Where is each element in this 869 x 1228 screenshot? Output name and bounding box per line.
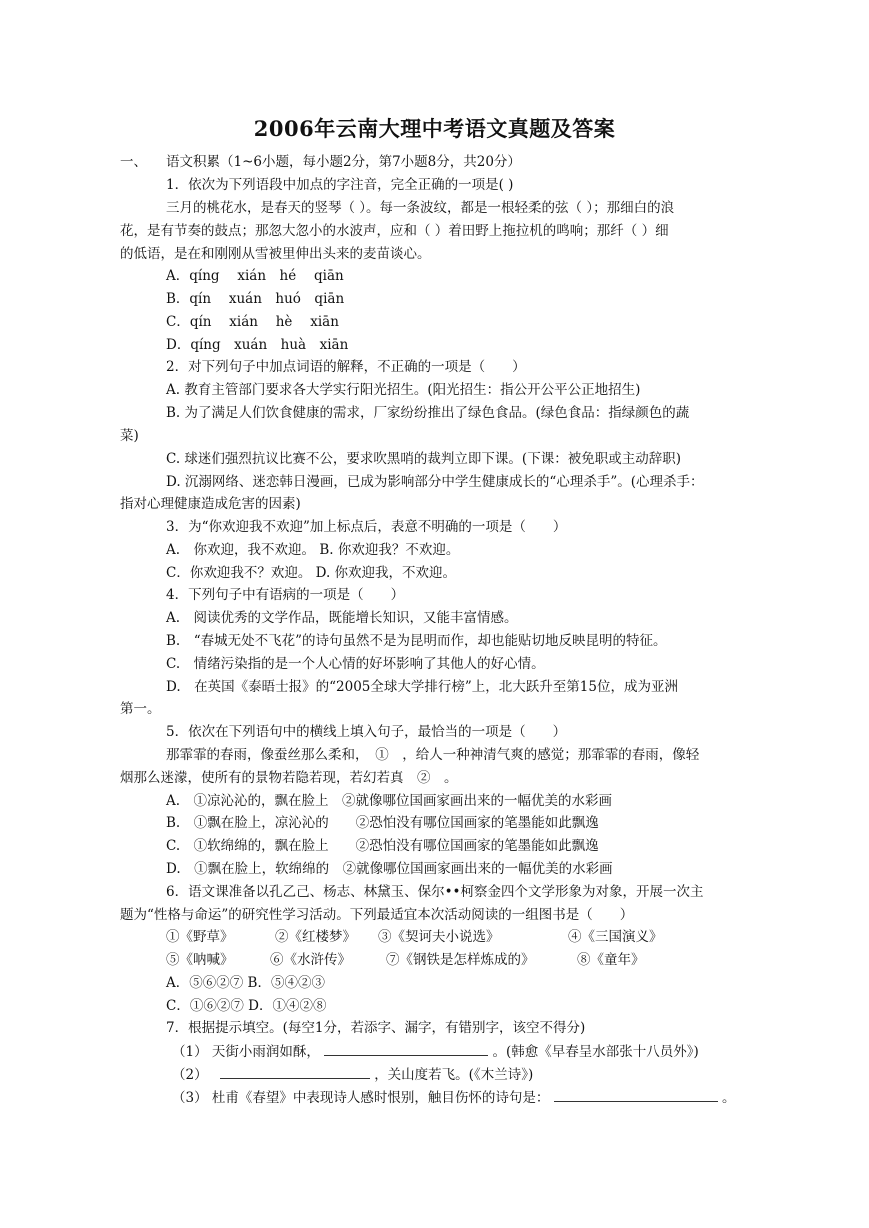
q7-item-after: 。: [721, 1090, 736, 1106]
q6-options: A．⑤⑥②⑦ B．⑤④②③: [166, 975, 325, 991]
q2-option-cont: 菜): [120, 428, 139, 444]
q2-option: D. 沉溺网络、迷恋韩日漫画，已成为影响部分中学生健康成长的“心理杀手”。(心理杀手：: [166, 474, 704, 490]
q3-options: C．你欢迎我不？欢迎。 D. 你欢迎我，不欢迎。: [166, 565, 457, 581]
q7-item-2: [172, 1064, 533, 1085]
q3-options: A. 你欢迎，我不欢迎。 B. 你欢迎我？不欢迎。: [166, 542, 460, 558]
q7-item-number: （2）: [172, 1067, 208, 1083]
answer-blank[interactable]: [554, 1087, 718, 1102]
q2-stem: 2．对下列句子中加点词语的解释，不正确的一项是（ ）: [166, 359, 526, 375]
q7-item-number: （3）: [172, 1090, 208, 1106]
q7-item-3: [172, 1087, 735, 1108]
q1-stem: 1．依次为下列语段中加点的字注音，完全正确的一项是( ): [166, 177, 514, 193]
q6-book: ⑥《水浒传》: [270, 952, 351, 968]
q6-options: C．①⑥②⑦ D．①④②⑧: [166, 998, 327, 1014]
section-heading: 语文积累（1~6小题，每小题2分，第7小题8分，共20分）: [166, 154, 521, 170]
q5-option: A. ①凉沁沁的，飘在脸上 ②就像哪位国画家画出来的一幅优美的水彩画: [166, 793, 613, 809]
q6-book: ⑤《呐喊》: [166, 952, 234, 968]
q7-item-before: 天街小雨润如酥，: [211, 1044, 320, 1060]
q1-option: B．qín xuán huó qiān: [166, 291, 345, 307]
q4-option: B. “春城无处不飞花”的诗句虽然不是为昆明而作，却也能贴切地反映昆明的特征。: [166, 633, 667, 649]
q6-book: ⑦《钢铁是怎样炼成的》: [386, 952, 535, 968]
q6-stem: 6．语文课准备以孔乙己、杨志、林黛玉、保尔••柯察金四个文学形象为对象，开展一次主: [166, 884, 704, 900]
section-label: 一、: [120, 154, 147, 170]
q2-option: A. 教育主管部门要求各大学实行阳光招生。(阳光招生：指公开公平公正地招生): [166, 382, 641, 398]
answer-blank[interactable]: [220, 1064, 370, 1079]
q5-option: C. ①软绵绵的，飘在脸上 ②恐怕没有哪位国画家的笔墨能如此飘逸: [166, 838, 599, 854]
q7-item-after: ，关山度若飞。(《木兰诗》): [374, 1067, 534, 1083]
q6-stem: 题为“性格与命运”的研究性学习活动。下列最适宜本次活动阅读的一组图书是（ ）: [120, 907, 634, 923]
q1-option: D．qíng xuán huà xiān: [166, 337, 349, 353]
q1-passage-line: 花，是有节奏的鼓点；那忽大忽小的水波声，应和（ ）着田野上拖拉机的鸣响；那纤（ ）细: [120, 223, 669, 239]
q4-option: D. 在英国《泰晤士报》的“2005全球大学排行榜”上，北大跃升至第15位，成为亚洲: [166, 679, 678, 695]
q6-book: ①《野草》: [166, 929, 234, 945]
q1-option: A．qíng xián hé qiān: [166, 268, 344, 284]
q4-option: C. 情绪污染指的是一个人心情的好坏影响了其他人的好心情。: [166, 656, 545, 672]
q5-passage-line: 烟那么迷濛，使所有的景物若隐若现，若幻若真 ② 。: [120, 770, 458, 786]
q6-book: ③《契诃夫小说选》: [378, 929, 500, 945]
q3-stem: 3．为“你欢迎我不欢迎”加上标点后，表意不明确的一项是（ ）: [166, 519, 567, 535]
q7-item-1: [172, 1041, 699, 1062]
q4-stem: 4．下列句子中有语病的一项是（ ）: [166, 587, 405, 603]
q5-passage-line: 那霏霏的春雨，像蚕丝那么柔和， ① ，给人一种神清气爽的感觉；那霏霏的春雨，像轻: [166, 747, 700, 763]
q2-option: C. 球迷们强烈抗议比赛不公，要求吹黑哨的裁判立即下课。(下课：被免职或主动辞职): [166, 451, 681, 467]
answer-blank[interactable]: [324, 1041, 488, 1056]
q1-passage-line: 三月的桃花水，是春天的竖琴（ ）。每一条波纹，都是一根轻柔的弦（ ）；那细白的浪: [166, 200, 675, 216]
q4-option-cont: 第一。: [120, 701, 161, 717]
q5-option: D. ①飘在脸上，软绵绵的 ②就像哪位国画家画出来的一幅优美的水彩画: [166, 861, 613, 877]
q1-option: C．qín xián hè xiān: [166, 314, 339, 330]
q7-item-number: （1）: [172, 1044, 208, 1060]
q5-option: B. ①飘在脸上，凉沁沁的 ②恐怕没有哪位国画家的笔墨能如此飘逸: [166, 815, 599, 831]
q1-passage-line: 的低语，是在和刚刚从雪被里伸出头来的麦苗谈心。: [120, 246, 431, 262]
q2-option-cont: 指对心理健康造成危害的因素): [120, 496, 301, 512]
q6-book: ⑧《童年》: [577, 952, 645, 968]
q7-item-before: 杜甫《春望》中表现诗人感时恨别，触目伤怀的诗句是：: [211, 1090, 550, 1106]
q2-option: B. 为了满足人们饮食健康的需求，厂家纷纷推出了绿色食品。(绿色食品：指绿颜色的蔬: [166, 405, 690, 421]
q4-option: A. 阅读优秀的文学作品，既能增长知识，又能丰富情感。: [166, 610, 518, 626]
q6-book: ②《红楼梦》: [275, 929, 356, 945]
q7-item-after: 。(韩愈《早春呈水部张十八员外》): [492, 1044, 699, 1060]
page-title: 2006年云南大理中考语文真题及答案: [253, 116, 616, 141]
q7-stem: 7．根据提示填空。(每空1分，若添字、漏字，有错别字，该空不得分): [166, 1020, 586, 1036]
q6-book: ④《三国演义》: [568, 929, 663, 945]
q5-stem: 5．依次在下列语句中的横线上填入句子，最恰当的一项是（ ）: [166, 724, 567, 740]
